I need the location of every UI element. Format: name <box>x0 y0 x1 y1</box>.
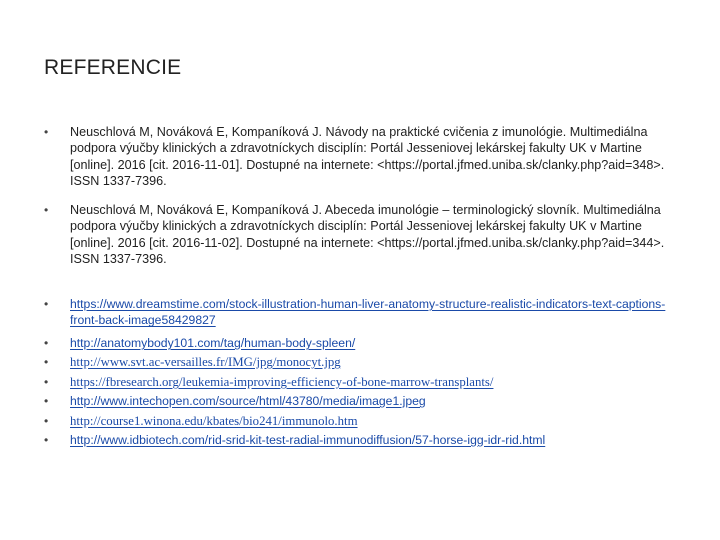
bullet-icon: • <box>44 394 49 408</box>
bullet-icon: • <box>44 375 49 389</box>
reference-link[interactable]: http://anatomybody101.com/tag/human-body-spleen/ <box>70 336 356 350</box>
reference-link[interactable]: http://course1.winona.edu/kbates/bio241/immunolo.htm <box>70 414 358 428</box>
bullet-icon: • <box>44 414 49 428</box>
reference-link[interactable]: https://www.dreamstime.com/stock-illustration-human-liver-anatomy-structure-realistic-indicators-text-captions-front-back-image58429827 <box>70 297 666 328</box>
reference-link[interactable]: http://www.idbiotech.com/rid-srid-kit-test-radial-immunodiffusion/57-horse-igg-idr-rid.html <box>70 433 546 447</box>
bullet-icon: • <box>44 433 49 447</box>
bullet-icon: • <box>44 125 49 139</box>
bullet-icon: • <box>44 355 49 369</box>
page-title: REFERENCIE <box>44 56 182 79</box>
reference-link[interactable]: http://www.svt.ac-versailles.fr/IMG/jpg/monocyt.jpg <box>70 355 341 369</box>
reference-text: Neuschlová M, Nováková E, Kompaníková J. Abeceda imunológie – terminologický slovník. Multimediálna podpora výučby klinických a zdravotníckych disciplín: Portál Jesseniovej lekárskej fakulty UK v Martine [online]. 2016 [cit. 2016-11-02]. Dostupné na internete: <https://portal.jfmed.uniba.sk/clanky.php?aid=344>. ISSN 1337-7396. <box>70 203 665 266</box>
reference-link[interactable]: http://www.intechopen.com/source/html/43780/media/image1.jpeg <box>70 394 426 408</box>
bullet-icon: • <box>44 336 49 350</box>
reference-text: Neuschlová M, Nováková E, Kompaníková J. Návody na praktické cvičenia z imunológie. Multimediálna podpora výučby klinických a zdravotníckych disciplín: Portál Jesseniovej lekárskej fakulty UK v Martine [online]. 2016 [cit. 2016-11-01]. Dostupné na internete: <https://portal.jfmed.uniba.sk/clanky.php?aid=348>. ISSN 1337-7396. <box>70 125 665 188</box>
reference-link[interactable]: https://fbresearch.org/leukemia-improving-efficiency-of-bone-marrow-transplants/ <box>70 375 494 389</box>
bullet-icon: • <box>44 203 49 217</box>
bullet-icon: • <box>44 297 49 311</box>
